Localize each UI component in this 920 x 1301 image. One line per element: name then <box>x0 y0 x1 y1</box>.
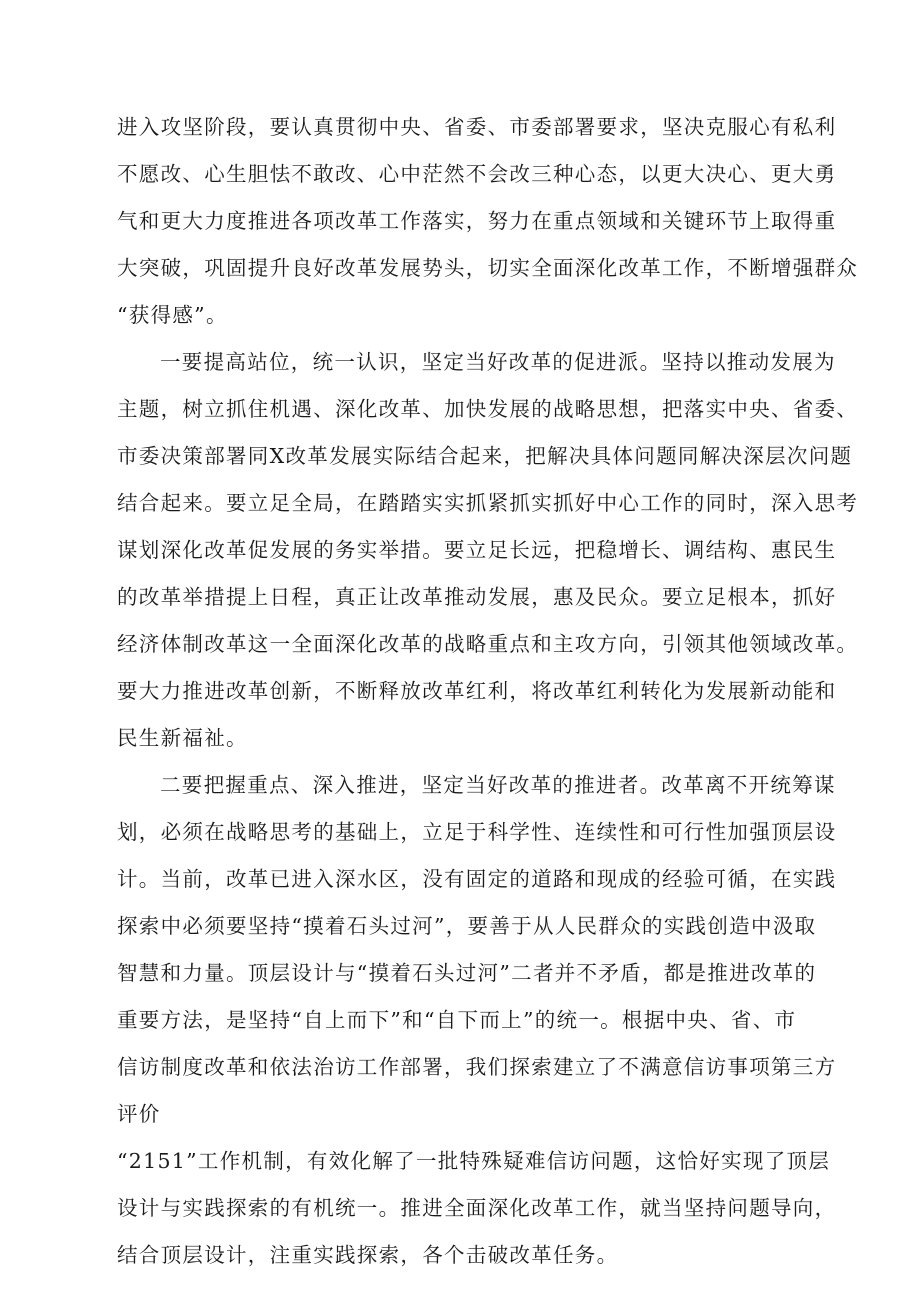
text-line: 不愿改、心生胆怯不敢改、心中茫然不会改三种心态，以更大决心、更大勇 <box>117 162 837 186</box>
text-line: 经济体制改革这一全面深化改革的战略重点和主攻方向，引领其他领域改革。 <box>117 632 859 656</box>
text-line: “获得感”。 <box>117 303 228 327</box>
text-line: 的改革举措提上日程，真正让改革推动发展，惠及民众。要立足根本，抓好 <box>117 585 837 609</box>
text-line: 一要提高站位，统一认识，坚定当好改革的促进派。坚持以推动发展为 <box>160 350 836 374</box>
text-line: 重要方法，是坚持“自上而下”和“自下而上”的统一。根据中央、省、市 <box>117 1008 797 1032</box>
text-line: 信访制度改革和依法治访工作部署，我们探索建立了不满意信访事项第三方 <box>117 1055 837 1079</box>
text-line: 市委决策部署同X改革发展实际结合起来，把解决具体问题同解决深层次问题 <box>117 444 853 468</box>
text-line: 计。当前，改革已进入深水区，没有固定的道路和现成的经验可循，在实践 <box>117 867 837 891</box>
text-line: 主题，树立抓住机遇、深化改革、加快发展的战略思想，把落实中央、省委、 <box>117 397 859 421</box>
text-line: 气和更大力度推进各项改革工作落实，努力在重点领域和关键环节上取得重 <box>117 209 837 233</box>
text-line: 智慧和力量。顶层设计与“摸着石头过河”二者并不矛盾，都是推进改革的 <box>117 961 817 985</box>
text-line: 要大力推进改革创新，不断释放改革红利，将改革红利转化为发展新动能和 <box>117 679 837 703</box>
text-line: 谋划深化改革促发展的务实举措。要立足长远，把稳增长、调结构、惠民生 <box>117 538 837 562</box>
text-line: “2151”工作机制，有效化解了一批特殊疑难信访问题，这恰好实现了顶层 <box>117 1149 831 1173</box>
text-line: 进入攻坚阶段，要认真贯彻中央、省委、市委部署要求，坚决克服心有私利 <box>117 115 837 139</box>
text-line: 大突破，巩固提升良好改革发展势头，切实全面深化改革工作，不断增强群众 <box>117 256 859 280</box>
text-line: 民生新福祉。 <box>117 726 248 750</box>
text-line: 结合顶层设计，注重实践探索，各个击破改革任务。 <box>117 1243 619 1267</box>
text-line: 结合起来。要立足全局，在踏踏实实抓紧抓实抓好中心工作的同时，深入思考 <box>117 491 859 515</box>
text-line: 二要把握重点、深入推进，坚定当好改革的推进者。改革离不开统筹谋 <box>160 773 836 797</box>
text-line: 评价 <box>117 1102 161 1126</box>
text-line: 探索中必须要坚持“摸着石头过河”，要善于从人民群众的实践创造中汲取 <box>117 914 817 938</box>
text-line: 划，必须在战略思考的基础上，立足于科学性、连续性和可行性加强顶层设 <box>117 820 837 844</box>
text-line: 设计与实践探索的有机统一。推进全面深化改革工作，就当坚持问题导向， <box>117 1196 837 1220</box>
